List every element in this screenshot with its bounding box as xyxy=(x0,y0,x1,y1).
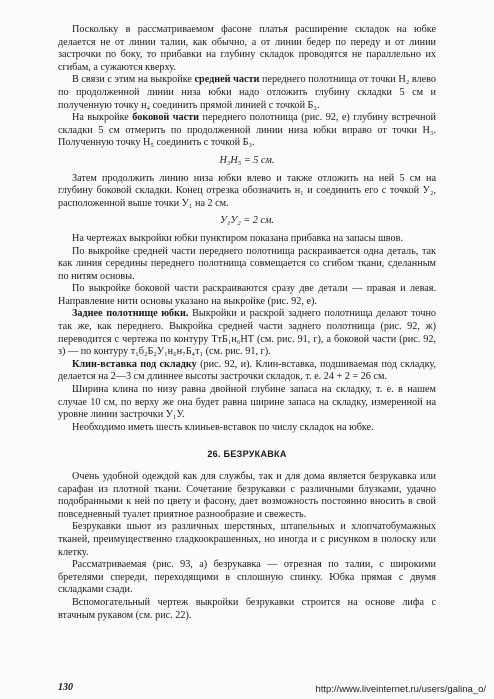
paragraph: Поскольку в рассматриваемом фасоне платья расширение складок на юбке делается не от линии талии, как обычно, а от линии бедер по переду и от линии застрочки по боку, то прибавки на глубину складок проводятся не параллельно их сгибам, а сужаются кверху. xyxy=(58,24,436,73)
paragraph: На чертежах выкройки юбки пунктиром показана прибавка на запасы швов. xyxy=(72,232,404,244)
paragraph: Безрукавки шьют из различных шерстяных, штапельных и хлопчатобумажных тканей, преимущественно гладкоокрашенных, но иногда и с рисунком в полоску или клетку. xyxy=(58,521,436,558)
paragraph: Клин-вставка под складку (рис. 92, и). Клин-вставка, подшиваемая под складку, делается на 2—3 см длиннее высоты застрочки складок, т. е. 24 + 2 = 26 см. xyxy=(58,358,436,383)
paragraph: На выкройке боковой части переднего полотнища (рис. 92, е) глубину встречной складки 5 см отмерить по продолженной линии низа юбки вправо от точки H₃. Полученную точку H₅ соединить с точкой Б₃. xyxy=(58,112,436,149)
paragraph: Вспомогательный чертеж выкройки безрукавки строится на основе лифа с втачным рукавом (см. рис. 22). xyxy=(58,596,436,621)
page-number: 130 xyxy=(58,682,73,693)
section-heading: 26. БЕЗРУКАВКА xyxy=(207,449,287,460)
paragraph: Рассматриваемая (рис. 93, а) безрукавка — отрезная по талии, с широкими бретелями спереди, переходящими в сплошную спинку. Юбка прямая с двумя складками сзади. xyxy=(58,559,436,596)
paragraph: В связи с этим на выкройке средней части переднего полотнища от точки H₂ влево по продолженной линии низа юбки надо отложить глубину складки 5 см и полученную точку н₄ соединить прямой линией с точкой Б₃. xyxy=(58,74,436,111)
paragraph: По выкройке боковой части раскраиваются сразу две детали — правая и левая. Направление нити основы указано на выкройке (рис. 92, е). xyxy=(58,283,436,307)
source-watermark: http://www.liveinternet.ru/users/galina_o/ xyxy=(315,684,486,695)
paragraph: Затем продолжить линию низа юбки влево и также отложить на ней 5 см на глубину боковой складки. Конец отрезка обозначить н₁ и соединить его с точкой У₂, расположенной выше точки У₁ на 2 см. xyxy=(58,172,436,209)
formula: H₃H₅ = 5 см. xyxy=(219,154,275,166)
paragraph: Необходимо иметь шесть клиньев-вставок по числу складок на юбке. xyxy=(72,421,374,433)
formula: У₁У₂ = 2 см. xyxy=(220,215,274,227)
paragraph: По выкройке средней части переднего полотнища раскраивается одна деталь, так как линия середины переднего полотнища совмещается со сгибом ткани, сделанным по нитям основы. xyxy=(58,245,436,282)
paragraph: Заднее полотнище юбки. Выкройки и раскрой заднего полотнища делают точно так же, как переднего. Выкройка средней части заднего полотнища (рис. 92, ж) переводится с чертежа по контуру ТтБ₁н₆НТ (см. рис. 91, г), а боковой части (рис. 92, з) — по контуру т₁б₂Б₂У₁н₆н₇Б₄т₁ (см. рис. 91, г). xyxy=(58,308,437,358)
paragraph: Ширина клина по низу равна двойной глубине запаса на складку, т. е. в нашем случае 10 см, по верху же она будет равна ширине запаса на складку, измеренной на уровне линии застрочки У₁У. xyxy=(58,384,436,421)
main-text xyxy=(58,24,436,622)
paragraph: Очень удобной одеждой как для службы, так и для дома является безрукавка или сарафан из плотной ткани. Сочетание безрукавки с различными блузками, удачно подобранными к ней по цвету и фасону, дает возможность постоянно вносить в свой повседневный туалет приятное разнообразие и свежесть. xyxy=(58,471,436,520)
